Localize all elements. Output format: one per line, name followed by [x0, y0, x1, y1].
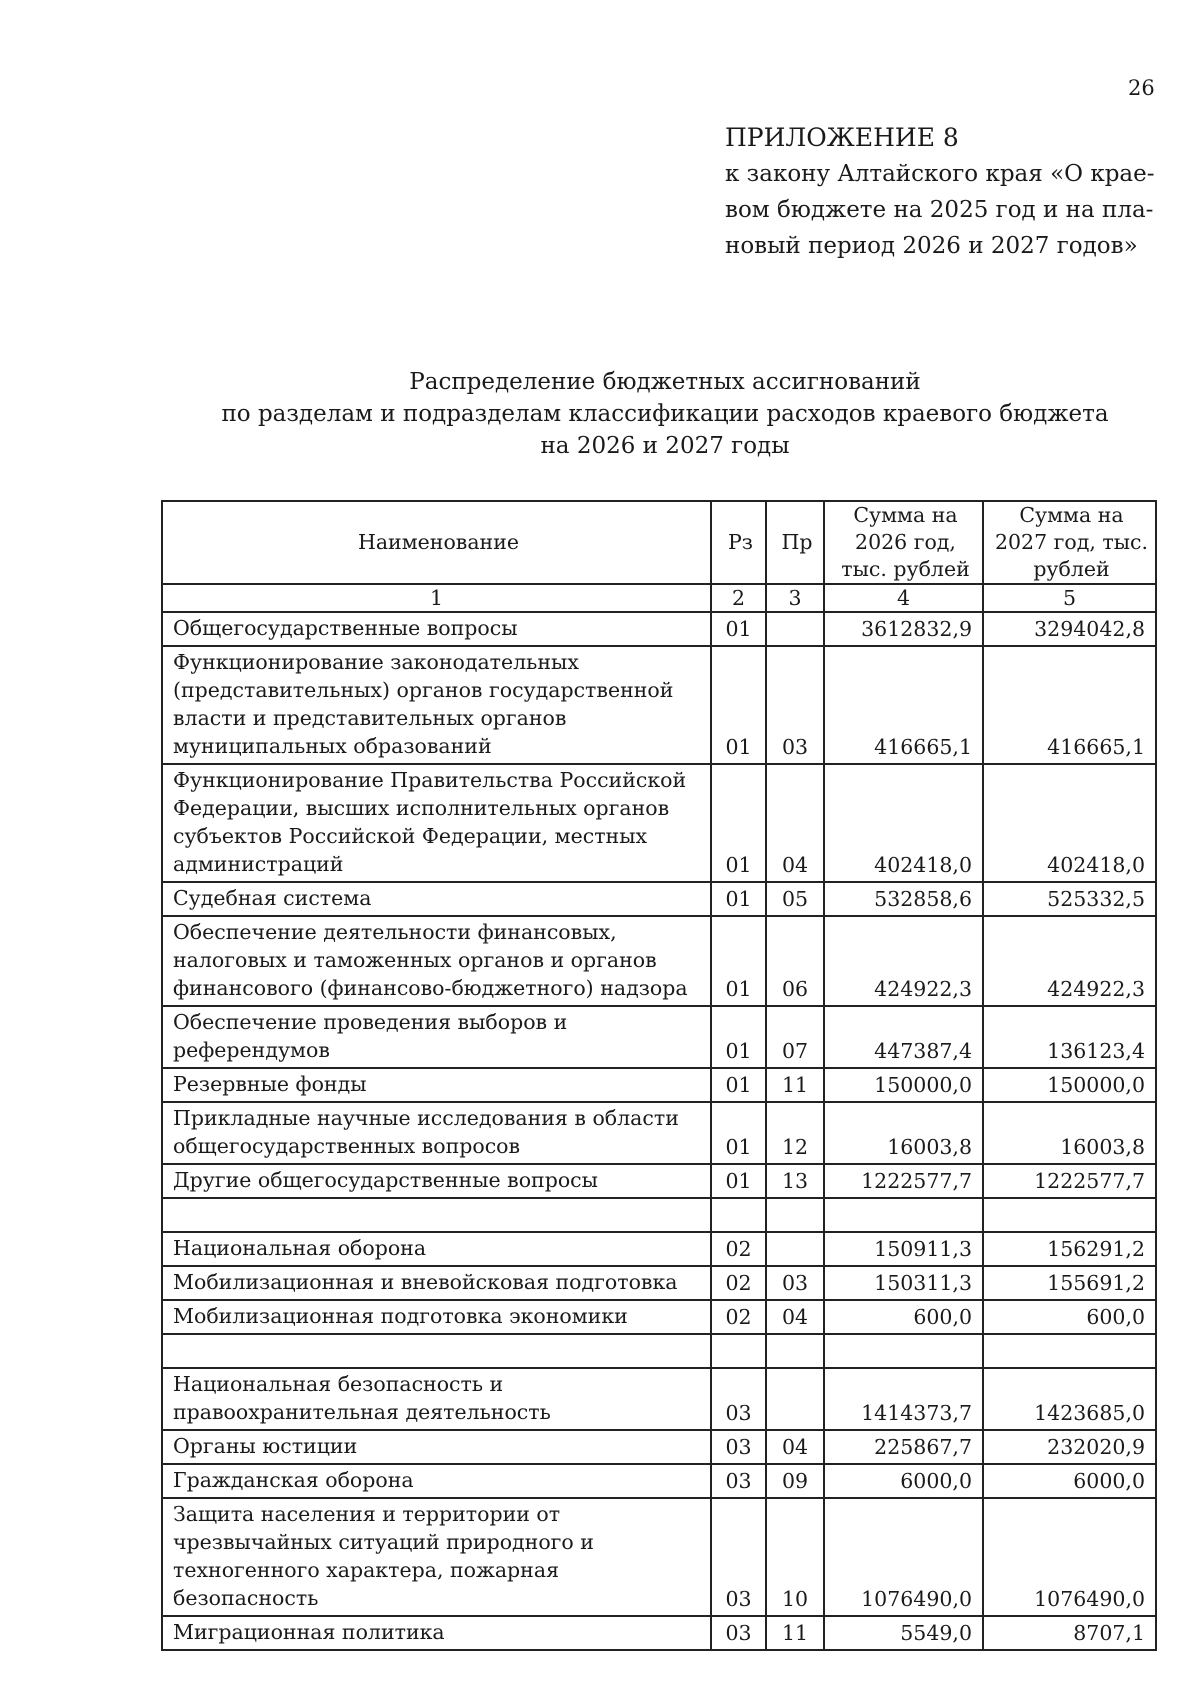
header-row [162, 501, 1156, 584]
row-sum-2026: 1076490,0 [824, 1498, 983, 1616]
header-sum-2026: Сумма на 2026 год, тыс. рублей [824, 501, 983, 584]
row-name: Обеспечение деятельности финансовых, налоговых и таможенных органов и органов финансового (финансово-бюджетного) надзора [162, 916, 711, 1006]
row-rz: 01 [711, 764, 766, 882]
row-pr: 11 [766, 1068, 824, 1102]
document-title [0, 366, 1200, 462]
row-pr: 11 [766, 1616, 824, 1650]
table-row [162, 1616, 1156, 1650]
row-rz: 02 [711, 1300, 766, 1334]
row-name: Мобилизационная подготовка экономики [162, 1300, 711, 1334]
row-pr: 07 [766, 1006, 824, 1068]
row-rz: 01 [711, 646, 766, 764]
row-pr: 04 [766, 1300, 824, 1334]
row-name: Гражданская оборона [162, 1464, 711, 1498]
row-sum-2026: 3612832,9 [824, 612, 983, 646]
table-row [162, 1368, 1156, 1430]
row-sum-2027: 402418,0 [983, 764, 1156, 882]
table-body [162, 612, 1156, 1650]
row-name: Общегосударственные вопросы [162, 612, 711, 646]
row-name: Функционирование законодательных (представительных) органов государственной власти и представительных органов муниципальных образований [162, 646, 711, 764]
row-sum-2027: 16003,8 [983, 1102, 1156, 1164]
row-rz: 03 [711, 1430, 766, 1464]
row-sum-2026: 424922,3 [824, 916, 983, 1006]
table-row [162, 1102, 1156, 1164]
row-sum-2027 [983, 1198, 1156, 1232]
title-line: Распределение бюджетных ассигнований [409, 369, 921, 395]
row-sum-2027: 416665,1 [983, 646, 1156, 764]
table-row [162, 646, 1156, 764]
row-pr: 06 [766, 916, 824, 1006]
row-sum-2027: 525332,5 [983, 882, 1156, 916]
row-sum-2026: 402418,0 [824, 764, 983, 882]
table-row [162, 1334, 1156, 1368]
row-pr: 03 [766, 646, 824, 764]
row-rz: 01 [711, 916, 766, 1006]
title-line: на 2026 и 2027 годы [540, 433, 790, 459]
row-sum-2026: 225867,7 [824, 1430, 983, 1464]
header-pr: Пр [766, 501, 824, 584]
row-sum-2026: 16003,8 [824, 1102, 983, 1164]
appendix-line: к закону Алтайского края «О крае- [725, 161, 1155, 187]
row-pr: 13 [766, 1164, 824, 1198]
row-pr [766, 612, 824, 646]
row-name: Национальная безопасность и правоохранительная деятельность [162, 1368, 711, 1430]
row-name [162, 1334, 711, 1368]
appendix-line: вом бюджете на 2025 год и на пла- [725, 197, 1154, 223]
header-name: Наименование [162, 501, 711, 584]
header-rz: Рз [711, 501, 766, 584]
table-row [162, 1198, 1156, 1232]
title-line: по разделам и подразделам классификации расходов краевого бюджета [221, 401, 1109, 427]
row-sum-2026: 532858,6 [824, 882, 983, 916]
row-sum-2026: 6000,0 [824, 1464, 983, 1498]
row-pr: 12 [766, 1102, 824, 1164]
row-sum-2027: 3294042,8 [983, 612, 1156, 646]
row-rz: 02 [711, 1232, 766, 1266]
row-name: Обеспечение проведения выборов и референдумов [162, 1006, 711, 1068]
row-sum-2026: 416665,1 [824, 646, 983, 764]
row-sum-2027: 1423685,0 [983, 1368, 1156, 1430]
table-row [162, 764, 1156, 882]
row-pr [766, 1368, 824, 1430]
row-name [162, 1198, 711, 1232]
row-sum-2026: 150311,3 [824, 1266, 983, 1300]
row-rz [711, 1334, 766, 1368]
row-sum-2027: 156291,2 [983, 1232, 1156, 1266]
table-row [162, 1232, 1156, 1266]
table-row [162, 1164, 1156, 1198]
row-rz: 03 [711, 1464, 766, 1498]
row-pr: 04 [766, 1430, 824, 1464]
row-name: Миграционная политика [162, 1616, 711, 1650]
budget-table [161, 500, 1157, 1651]
appendix-reference [725, 120, 1165, 264]
row-sum-2026: 150911,3 [824, 1232, 983, 1266]
row-name: Функционирование Правительства Российской Федерации, высших исполнительных органов субъектов Российской Федерации, местных администраций [162, 764, 711, 882]
row-sum-2026 [824, 1198, 983, 1232]
row-sum-2026: 5549,0 [824, 1616, 983, 1650]
row-pr [766, 1232, 824, 1266]
table-row [162, 1068, 1156, 1102]
row-sum-2027: 1222577,7 [983, 1164, 1156, 1198]
row-rz: 01 [711, 612, 766, 646]
row-sum-2026: 447387,4 [824, 1006, 983, 1068]
row-sum-2027: 600,0 [983, 1300, 1156, 1334]
row-name: Другие общегосударственные вопросы [162, 1164, 711, 1198]
table-row [162, 612, 1156, 646]
table-row [162, 1430, 1156, 1464]
column-number: 4 [824, 584, 983, 612]
row-rz: 02 [711, 1266, 766, 1300]
row-rz: 01 [711, 1164, 766, 1198]
table-row [162, 1300, 1156, 1334]
row-pr: 10 [766, 1498, 824, 1616]
row-rz: 03 [711, 1616, 766, 1650]
row-pr [766, 1198, 824, 1232]
row-pr: 09 [766, 1464, 824, 1498]
row-name: Мобилизационная и вневойсковая подготовка [162, 1266, 711, 1300]
column-number-row [162, 584, 1156, 612]
page-number: 26 [1128, 76, 1155, 100]
row-name: Национальная оборона [162, 1232, 711, 1266]
row-name: Резервные фонды [162, 1068, 711, 1102]
row-pr: 04 [766, 764, 824, 882]
row-name: Органы юстиции [162, 1430, 711, 1464]
row-sum-2027: 8707,1 [983, 1616, 1156, 1650]
row-sum-2026: 150000,0 [824, 1068, 983, 1102]
row-rz: 03 [711, 1368, 766, 1430]
table-row [162, 1266, 1156, 1300]
row-sum-2027 [983, 1334, 1156, 1368]
row-name: Судебная система [162, 882, 711, 916]
table-row [162, 882, 1156, 916]
appendix-heading: ПРИЛОЖЕНИЕ 8 [725, 123, 959, 152]
row-sum-2027: 6000,0 [983, 1464, 1156, 1498]
row-pr: 03 [766, 1266, 824, 1300]
table-row [162, 1006, 1156, 1068]
row-sum-2027: 424922,3 [983, 916, 1156, 1006]
row-sum-2026 [824, 1334, 983, 1368]
row-rz: 01 [711, 1006, 766, 1068]
row-sum-2027: 232020,9 [983, 1430, 1156, 1464]
row-sum-2027: 136123,4 [983, 1006, 1156, 1068]
appendix-line: новый период 2026 и 2027 годов» [725, 233, 1138, 259]
row-sum-2027: 150000,0 [983, 1068, 1156, 1102]
row-sum-2026: 1222577,7 [824, 1164, 983, 1198]
row-pr [766, 1334, 824, 1368]
table-row [162, 1498, 1156, 1616]
column-number: 2 [711, 584, 766, 612]
row-sum-2026: 1414373,7 [824, 1368, 983, 1430]
row-rz: 01 [711, 882, 766, 916]
header-sum-2027: Сумма на 2027 год, тыс. рублей [983, 501, 1156, 584]
column-number: 1 [162, 584, 711, 612]
row-rz: 01 [711, 1068, 766, 1102]
row-sum-2026: 600,0 [824, 1300, 983, 1334]
column-number: 3 [766, 584, 824, 612]
row-rz: 03 [711, 1498, 766, 1616]
row-rz [711, 1198, 766, 1232]
row-sum-2027: 1076490,0 [983, 1498, 1156, 1616]
table-row [162, 1464, 1156, 1498]
row-name: Прикладные научные исследования в области общегосударственных вопросов [162, 1102, 711, 1164]
column-number: 5 [983, 584, 1156, 612]
row-name: Защита населения и территории от чрезвычайных ситуаций природного и техногенного характера, пожарная безопасность [162, 1498, 711, 1616]
row-sum-2027: 155691,2 [983, 1266, 1156, 1300]
table-row [162, 916, 1156, 1006]
row-rz: 01 [711, 1102, 766, 1164]
row-pr: 05 [766, 882, 824, 916]
